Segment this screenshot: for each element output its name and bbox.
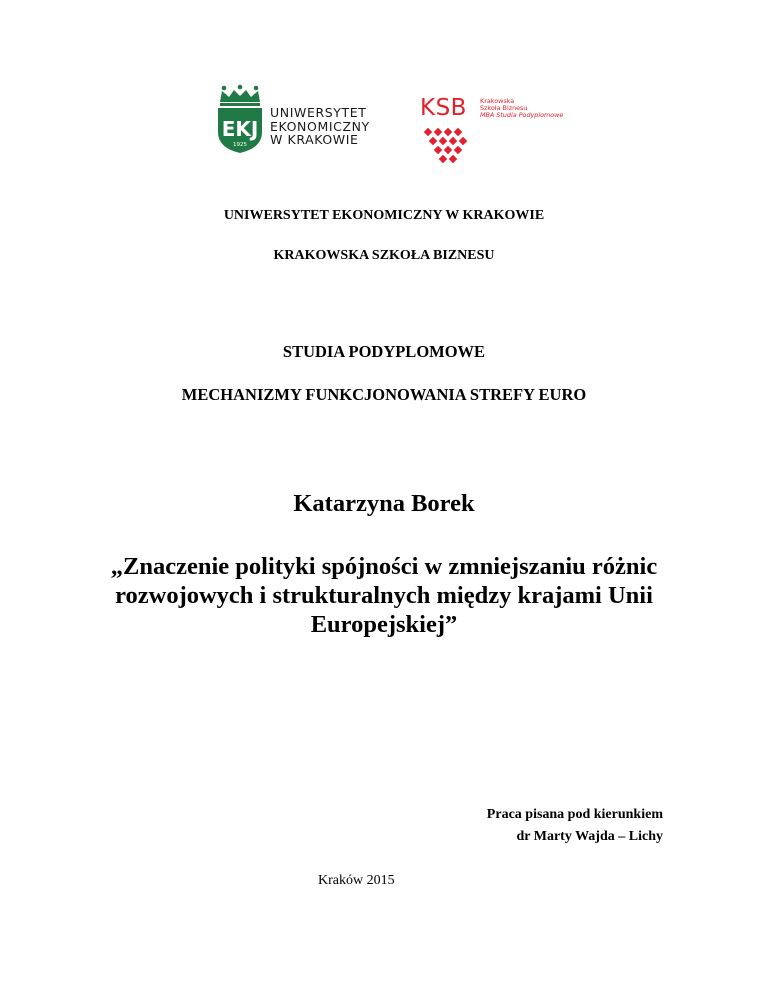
ksb-logo-line: Krakowska [480, 97, 515, 105]
thesis-title-line: rozwojowych i strukturalnych między krajami Unii [115, 582, 653, 609]
university-name: UNIWERSYTET EKONOMICZNY W KRAKOWIE [223, 208, 545, 223]
ksb-logo-line: MBA Studia Podyplomowe [480, 111, 564, 120]
thesis-title-line: Europejskiej” [310, 611, 458, 638]
university-logo-line: W KRAKOWIE [270, 132, 359, 147]
school-name: KRAKOWSKA SZKOŁA BIZNESU [273, 248, 495, 263]
place-and-year: Kraków 2015 [318, 873, 395, 888]
thesis-title [84, 552, 684, 639]
university-logo [214, 84, 384, 154]
program-type: STUDIA PODYPLOMOWE [282, 342, 486, 361]
program-name: MECHANIZMY FUNKCJONOWANIA STREFY EURO [181, 385, 587, 404]
university-logo-line: EKONOMICZNY [270, 118, 370, 134]
supervision-label: Praca pisana pod kierunkiem [486, 807, 663, 822]
university-emblem-icon [214, 84, 266, 154]
thesis-title-line: „Znaczenie polityki spójności w zmniejszaniu różnic [110, 553, 658, 580]
supervisor-block [360, 804, 663, 848]
author-name: Katarzyna Borek [293, 490, 475, 517]
svg-text:1925: 1925 [233, 142, 247, 148]
ksb-logo-line: Szkoła Biznesu [480, 104, 528, 113]
supervisor-name: dr Marty Wajda – Lichy [516, 829, 663, 844]
university-logo-wordmark [270, 106, 370, 147]
svg-text:EKJ: EKJ [221, 117, 259, 141]
university-logo-line: UNIWERSYTET [270, 105, 367, 120]
ksb-diamond-pattern-icon [422, 128, 470, 168]
ksb-logo [420, 96, 570, 172]
ksb-logo-subtitle [480, 98, 563, 120]
ksb-logo-mark: KSB [420, 95, 467, 121]
